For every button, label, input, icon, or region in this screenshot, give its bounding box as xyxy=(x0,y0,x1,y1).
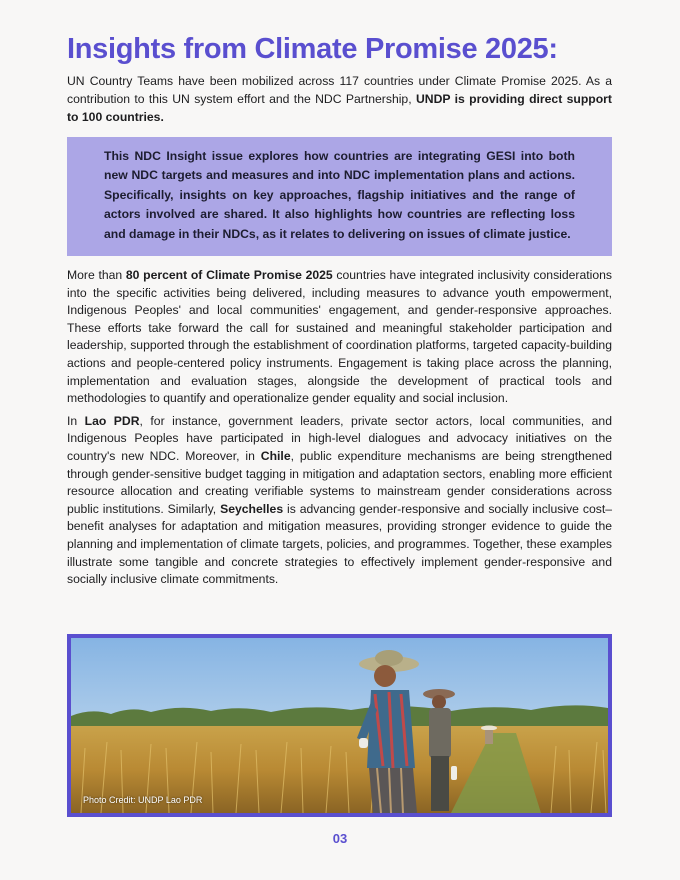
para2-text-4: is advancing gender-responsive and socially inclusive cost–benefit analyses for adaptation and mitigation measures, providing stronger evidence to guide the planning and implementation of climate targets, policies, and programmes. Together, these examples illustrate some tangible and concrete strategies to effectively implement gender-responsive and socially inclusive climate commitments. xyxy=(67,501,612,587)
para1-lead: More than xyxy=(67,268,126,283)
para1-rest: countries have integrated inclusivity considerations into the specific activities being delivered, including measures to advance youth empowerment, Indigenous Peoples' and local communities' engagement, and gender-responsive approaches. These efforts take forward the call for sustained and meaningful stakeholder participation and leadership, supported through the establishment of coordination platforms, targeted capacity-building actions and people-centered policy instruments. Engagement is taking place across the planning, implementation and evaluation stages, alongside the development of practical tools and methodologies to quantify and operationalize gender equality and social inclusion. xyxy=(67,268,613,406)
page-title: Insights from Climate Promise 2025: xyxy=(67,33,558,65)
intro-paragraph xyxy=(67,72,612,126)
photo-credit: Photo Credit: UNDP Lao PDR xyxy=(83,795,203,805)
rice-field-photo xyxy=(67,634,612,817)
page-content xyxy=(67,30,612,589)
intro-text: UN Country Teams have been mobilized across 117 countries under Climate Promise 2025. As a contribution to this UN system effort and the NDC Partnership, xyxy=(67,74,612,106)
page-number: 03 xyxy=(332,831,348,846)
intro-bold: UNDP is providing direct support to 100 countries. xyxy=(67,92,612,124)
insight-callout-box xyxy=(67,137,612,256)
callout-text: This NDC Insight issue explores how countries are integrating GESI into both new NDC targets and measures and into NDC implementation plans and actions. Specifically, insights on key approaches, flagship initiatives and the range of actors involved are shared. It also highlights how countries are reflecting loss and damage in their NDCs, as it relates to delivering on issues of climate justice. xyxy=(104,149,575,241)
para2-text-3: , public expenditure mechanisms are being strengthened through gender-sensitive budget tagging in mitigation and adaptation sectors, enabling more efficient resource allocation and creating verifiable systems to mainstream gender considerations across public institutions. Similarly, xyxy=(67,448,613,516)
para1-bold: 80 percent of Climate Promise 2025 xyxy=(125,268,333,283)
para2-text-1: In xyxy=(67,413,85,428)
para2-text-2: , for instance, government leaders, private sector actors, local communities, and Indigenous Peoples have participated in high-level dialogues and advocacy initiatives on the country's new NDC. Moreover, in xyxy=(67,413,612,463)
country-chile: Chile xyxy=(260,448,291,463)
country-seychelles: Seychelles xyxy=(220,501,284,516)
paragraph-country-examples xyxy=(67,413,612,589)
paragraph-climate-promise xyxy=(67,267,612,408)
country-lao-pdr: Lao PDR xyxy=(84,413,140,428)
rice-harvest-illustration xyxy=(71,638,608,813)
